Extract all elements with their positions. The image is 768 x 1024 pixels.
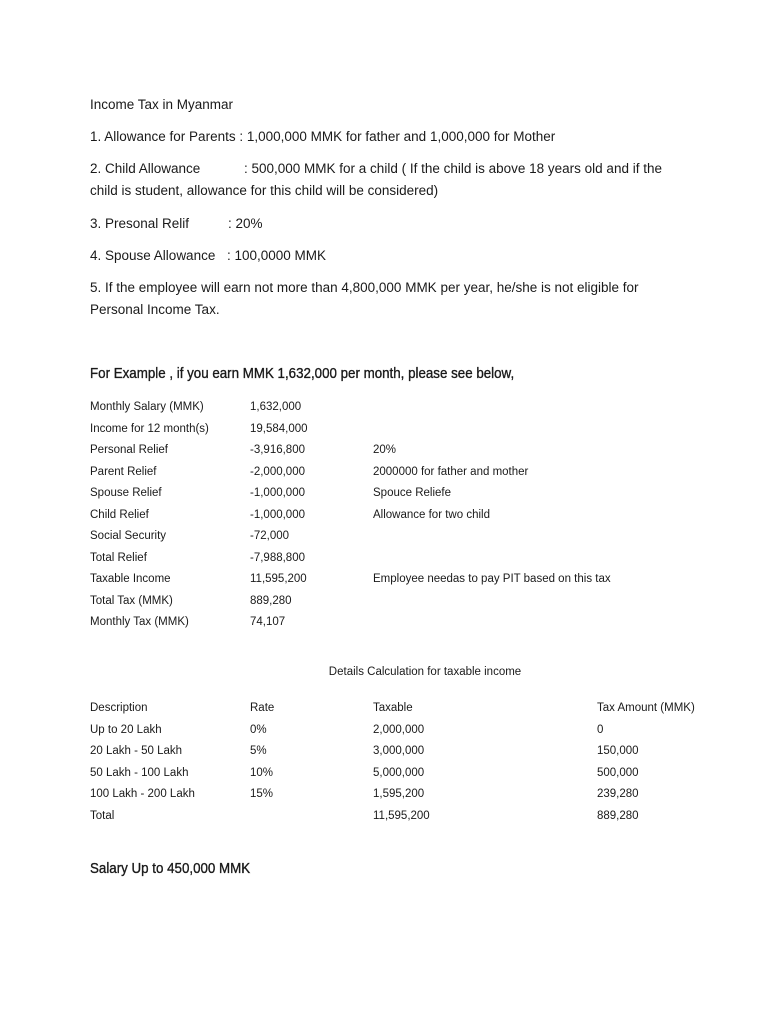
cell-tax-amount: 239,280: [597, 788, 639, 800]
row-value: 1,632,000: [250, 401, 302, 413]
row-value: -7,988,800: [250, 551, 305, 564]
row-value: 889,280: [250, 594, 292, 607]
row-label: Social Security: [90, 530, 167, 542]
row-note: 20%: [373, 444, 397, 456]
cell-taxable: 2,000,000: [373, 723, 425, 736]
row-value: -1,000,000: [250, 508, 305, 521]
cell-description: 20 Lakh - 50 Lakh: [90, 745, 183, 757]
row-note: 2000000 for father and mother: [373, 465, 529, 478]
spouse-allowance-label: 4. Spouse Allowance: [90, 248, 216, 263]
row-note: Employee needas to pay PIT based on this tax: [373, 573, 611, 585]
row-label: Spouse Relief: [90, 487, 162, 499]
header-description: Description: [90, 702, 148, 714]
personal-relief: [90, 213, 690, 235]
spouse-allowance: [90, 245, 690, 267]
child-allowance-label: 2. Child Allowance: [90, 161, 201, 176]
row-label: Monthly Tax (MMK): [90, 616, 189, 628]
cell-taxable: 3,000,000: [373, 745, 425, 757]
example-heading: For Example , if you earn MMK 1,632,000 per month, please see below,: [90, 366, 515, 382]
spouse-allowance-text: : 100,0000 MMK: [227, 248, 327, 263]
salary-heading: Salary Up to 450,000 MMK: [90, 861, 251, 877]
row-label: Parent Relief: [90, 465, 157, 478]
row-value: 11,595,200: [250, 573, 307, 585]
cell-rate: 10%: [250, 766, 274, 779]
header-rate: Rate: [250, 702, 275, 714]
cell-tax-amount: 0: [597, 723, 604, 736]
cell-description: 50 Lakh - 100 Lakh: [90, 766, 189, 779]
personal-relief-label: 3. Presonal Relif: [90, 216, 190, 231]
cell-rate: 0%: [250, 723, 267, 736]
row-value: 74,107: [250, 616, 286, 628]
row-value: 19,584,000: [250, 422, 308, 435]
cell-tax-amount: 150,000: [597, 745, 639, 757]
row-value: -2,000,000: [250, 465, 305, 478]
row-label: Monthly Salary (MMK): [90, 401, 204, 413]
child-allowance: [90, 158, 690, 202]
row-label: Total Tax (MMK): [90, 594, 173, 607]
header-taxable: Taxable: [373, 702, 413, 714]
cell-taxable: 5,000,000: [373, 766, 425, 779]
row-label: Personal Relief: [90, 444, 168, 456]
eligibility-note: 5. If the employee will earn not more than 4,800,000 MMK per year, he/she is not eligible for Personal Income Tax.: [90, 280, 639, 317]
allowance-parents: 1. Allowance for Parents : 1,000,000 MMK for father and 1,000,000 for Mother: [90, 129, 556, 144]
cell-tax-amount: 500,000: [597, 766, 639, 779]
document-title: Income Tax in Myanmar: [90, 97, 234, 112]
cell-rate: 15%: [250, 788, 274, 800]
cell-description: Total: [90, 809, 115, 822]
cell-tax-amount: 889,280: [597, 809, 639, 822]
row-note: Spouce Reliefe: [373, 487, 451, 499]
details-title: Details Calculation for taxable income: [328, 666, 522, 678]
row-label: Total Relief: [90, 551, 147, 564]
child-allowance-text: : 500,000 MMK for a child ( If the child is above 18 years old and if the child is student, allowance for this child will be considered): [90, 161, 662, 198]
row-label: Income for 12 month(s): [90, 422, 209, 435]
row-label: Taxable Income: [90, 573, 171, 585]
row-label: Child Relief: [90, 508, 149, 521]
cell-description: 100 Lakh - 200 Lakh: [90, 788, 195, 800]
cell-taxable: 11,595,200: [373, 809, 430, 822]
cell-description: Up to 20 Lakh: [90, 723, 162, 736]
cell-taxable: 1,595,200: [373, 788, 425, 800]
cell-rate: 5%: [250, 745, 267, 757]
row-value: -1,000,000: [250, 487, 305, 499]
row-note: Allowance for two child: [373, 508, 490, 521]
row-value: -72,000: [250, 530, 290, 542]
header-tax-amount: Tax Amount (MMK): [597, 702, 695, 714]
personal-relief-text: : 20%: [228, 216, 263, 231]
row-value: -3,916,800: [250, 444, 305, 456]
